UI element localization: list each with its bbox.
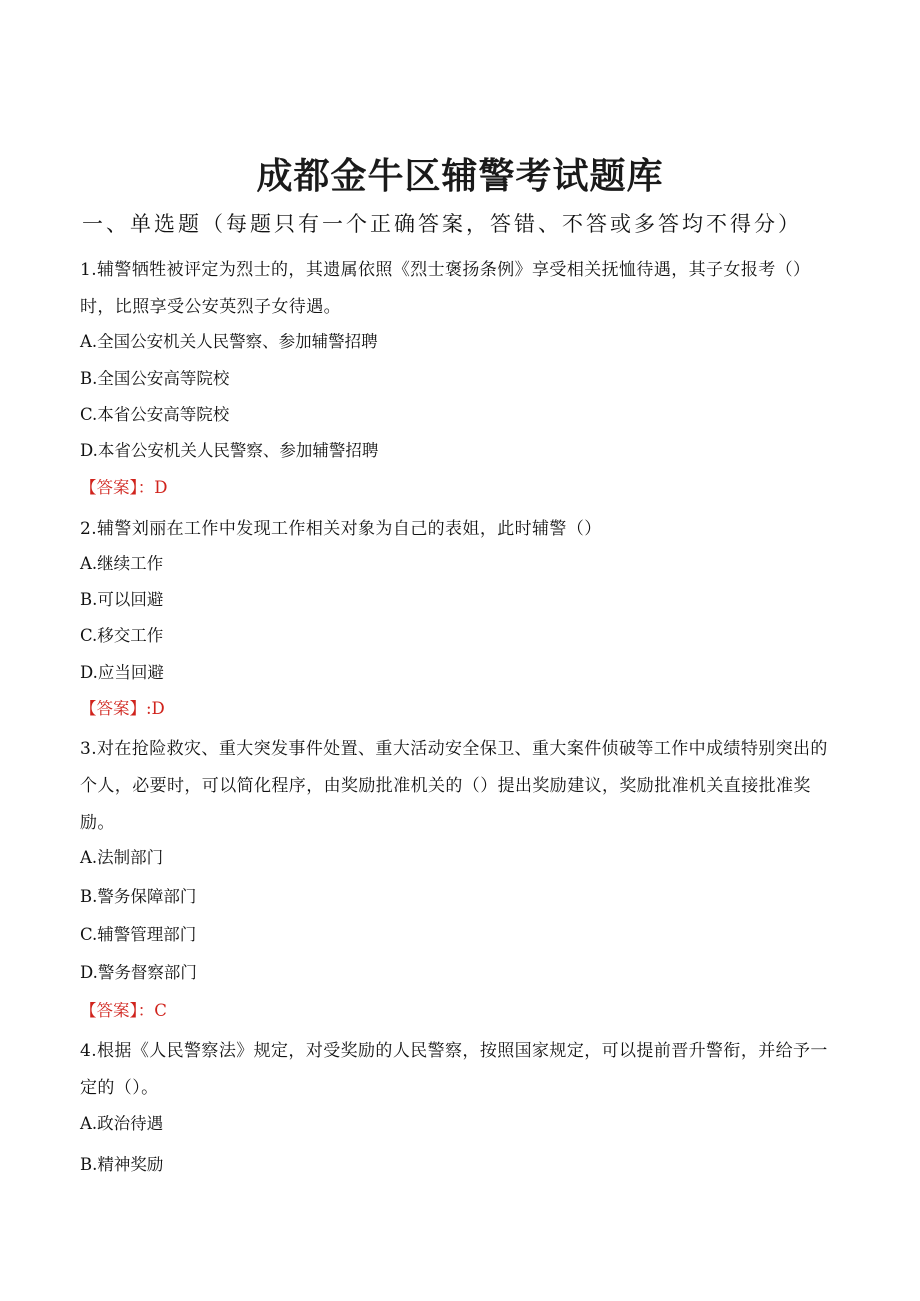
question-2-option-d: D.应当回避 — [80, 663, 164, 682]
section-heading: 一、单选题（每题只有一个正确答案，答错、不答或多答均不得分） — [82, 212, 802, 236]
question-4-option-a: A.政治待遇 — [80, 1114, 164, 1133]
answer-value: ：D — [137, 478, 168, 497]
question-1-answer — [80, 475, 167, 501]
question-4-stem: 4.根据《人民警察法》规定，对受奖励的人民警察，按照国家规定，可以提前晋升警衔，并给予一定的（）。 — [80, 1041, 828, 1098]
question-1-option-b: B.全国公安高等院校 — [80, 369, 230, 388]
answer-label: 【答案】 — [80, 1001, 138, 1020]
question-3-answer — [80, 998, 167, 1024]
question-1-stem: 1.辅警牺牲被评定为烈士的，其遗属依照《烈士褒扬条例》享受相关抚恤待遇，其子女报考（）时，比照享受公安英烈子女待遇。 — [80, 260, 811, 317]
answer-value: ：C — [137, 1001, 167, 1020]
answer-label: 【答案】 — [80, 699, 146, 718]
question-3-option-b: B.警务保障部门 — [80, 887, 197, 906]
question-2-option-c: C.移交工作 — [80, 626, 164, 645]
question-2-option-a: A.继续工作 — [80, 554, 164, 573]
question-1-option-c: C.本省公安高等院校 — [80, 405, 230, 424]
question-1-option-d: D.本省公安机关人民警察、参加辅警招聘 — [80, 441, 379, 460]
document-title: 成都金牛区辅警考试题库 — [256, 156, 664, 197]
question-3-stem: 3.对在抢险救灾、重大突发事件处置、重大活动安全保卫、重大案件侦破等工作中成绩特别突出的个人，必要时，可以简化程序，由奖励批准机关的（）提出奖励建议，奖励批准机关直接批准奖励。 — [80, 739, 828, 833]
question-4-option-b: B.精神奖励 — [80, 1155, 164, 1174]
question-1-option-a: A.全国公安机关人民警察、参加辅警招聘 — [80, 332, 378, 351]
question-3-option-a: A.法制部门 — [80, 848, 164, 867]
question-2-stem: 2.辅警刘丽在工作中发现工作相关对象为自己的表姐，此时辅警（） — [80, 519, 602, 539]
answer-label: 【答案】 — [80, 478, 138, 497]
question-2-option-b: B.可以回避 — [80, 590, 164, 609]
question-2-answer — [80, 696, 165, 722]
answer-value: :D — [146, 699, 165, 718]
question-3-option-d: D.警务督察部门 — [80, 963, 197, 982]
question-3-option-c: C.辅警管理部门 — [80, 925, 197, 944]
